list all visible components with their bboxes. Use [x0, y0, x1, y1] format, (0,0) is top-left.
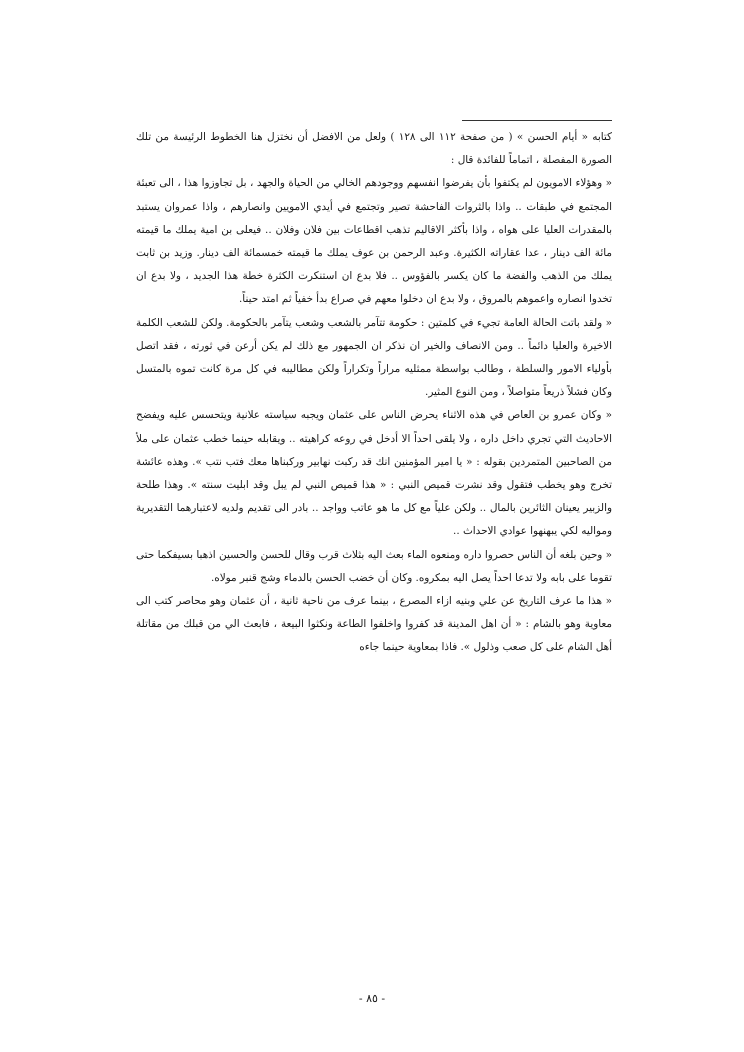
paragraph: « هذا ما عرف التاريخ عن علي وبنيه ازاء المصرع ، بينما عرف من ناحية ثانية ، أن عثمان وهو محاصر كتب الى معاوية وهو بالشام : « أن اهل المدينة قد كفروا واخلفوا الطاعة ونكثوا البيعة ، فابعث الي من قبلك من مقاتلة أهل الشام على كل صعب وذلول ». فاذا بمعاوية حينما جاءه — [136, 595, 612, 654]
paragraph: « وحين بلغه أن الناس حصروا داره ومنعوه الماء بعث اليه بثلاث قرب وقال للحسن والحسين اذهبا بسيفكما حتى تقوما على بابه ولا تدعا احداً يصل اليه بمكروه. وكان أن خضب الحسن بالدماء وشج قنبر مولاه. — [136, 548, 612, 584]
footnote-separator-rule — [462, 120, 612, 121]
paragraph: « وهؤلاء الامويون لم يكتفوا بأن يفرضوا انفسهم ووجودهم الخالي من الحياة والجهد ، بل تجاوزوا هذا ، الى تعبئة المجتمع في طبقات .. واذا بالثروات الفاحشة تصير وتجتمع في أيدي الامويين وانصارهم ، واذا عمروان يستبد بالمقدرات العليا على هواه ، واذا بأكثر الاقاليم تذهب اقطاعات بين فلان وفلان .. فيعلى بن امية يملك ما قيمته مائة الف دينار ، عدا عقاراته الكثيرة. وعبد الرحمن بن عوف يملك ما قيمته خمسمائة الف دينار. وزيد بن ثابت يملك من الذهب والفضة ما كان يكسر بالفؤوس .. فلا بدع ان استنكرت الكثرة خطة هذا الجديد ، ولا بدع ان تخدوا انصاره واعموهم بالمروق ، ولا بدع ان دخلوا معهم في صراع بدأ خفياً ثم امتد حيناً. — [136, 177, 612, 306]
paragraph: « وكان عمرو بن العاص في هذه الاثناء يحرض الناس على عثمان ويجبه سياسته علانية ويتحسس عليه ويفضح الاحاديث التي تجري داخل داره ، ولا يلقى احداً الا أدخل في روعه كراهيته .. ويقابله حينما خطب عثمان على ملأ من الصاحبين المتمردين بقوله : « يا امير المؤمنين انك قد ركبت نهابير وركبناها معك فتب نتب ». وهذه عائشة تخرج وهو يخطب فتقول وقد نشرت قميص النبي : « هذا قميص النبي لم يبل وقد ابليت سنته ». وهذا طلحة والزبير يعينان الثائرين بالمال .. ولكن علياً مع كل ما هو عاتب وواجد .. بادر الى تقديم ولديه لاعتبارهما التقديرية ومواليه لكي يبهنهوا عوادي الاحداث .. — [136, 409, 612, 538]
paragraph: كتابه « أيام الحسن » ( من صفحة ١١٢ الى ١٢٨ ) ولعل من الافضل أن نختزل هنا الخطوط الرئيسة من تلك الصورة المفصلة ، اتماماً للفائدة قال : — [136, 131, 612, 167]
page-number: - ٨٥ - — [358, 992, 386, 1005]
paragraph: « ولقد باتت الحالة العامة تجيء في كلمتين : حكومة تتآمر بالشعب وشعب يتآمر بالحكومة. ولكن للشعب الكلمة الاخيرة والعليا دائماً .. ومن الانصاف والخير ان نذكر ان الجمهور مع ذلك لم يكن أرعن في ثورته ، فقد اتصل بأولياء الامور والسلطة ، وطالب بواسطة ممثليه مراراً وتكراراً ولكن مطاليبه في كل مرة كانت تموه بالمتسل وكان فشلاً ذريعاً متواصلاً ، ومن النوع المثير. — [136, 316, 612, 399]
body-text — [136, 126, 612, 660]
